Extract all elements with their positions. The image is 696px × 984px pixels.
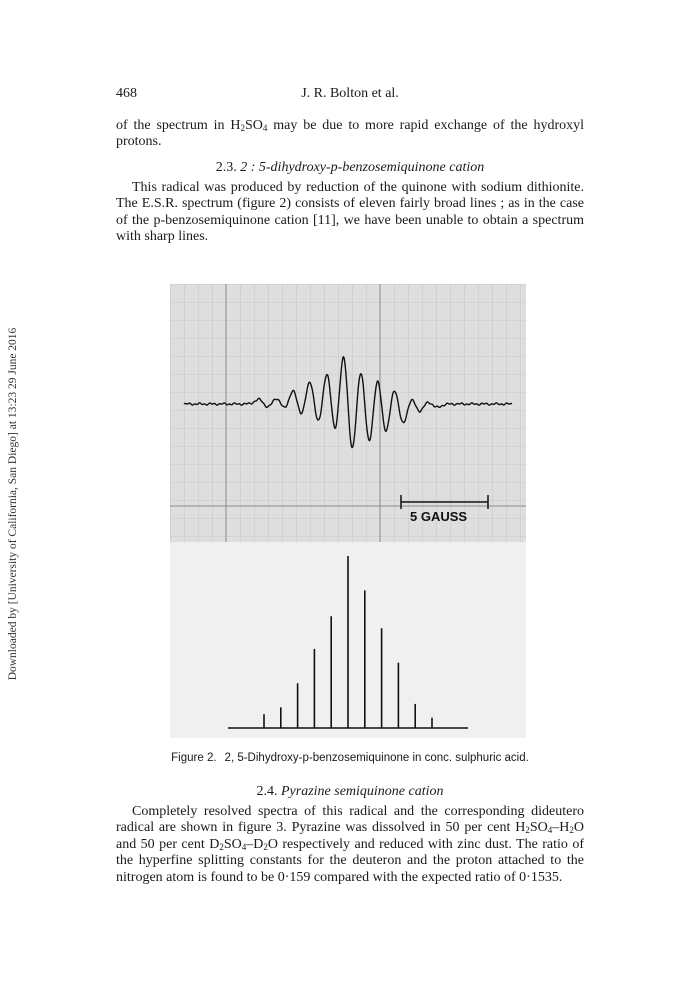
running-head: [116, 86, 584, 104]
figure-2: [170, 284, 526, 738]
figure-caption-label: Figure 2.: [171, 752, 217, 764]
paragraph-text: This radical was produced by reduction of the quinone with sodium dithionite. The E.S.R. spectrum (figure 2) consists of eleven fairly broad lines ; as in the case of the p-benzosemiquinone cation [11], we have been unable to obtain a spectrum with sharp lines.: [116, 180, 584, 245]
figure-caption: [116, 752, 584, 764]
download-watermark: [4, 284, 22, 724]
section-2-3-body: [116, 180, 584, 246]
section-number: 2.4.: [256, 784, 281, 799]
esr-spectrum-figure: [170, 284, 526, 738]
section-number: 2.3.: [215, 160, 241, 175]
page-number: 468: [116, 86, 137, 101]
paragraph-continuation: [116, 118, 584, 151]
section-heading-2-3: [116, 160, 584, 176]
figure-caption-text: 2, 5-Dihydroxy-p-benzosemiquinone in conc. sulphuric acid.: [224, 752, 529, 764]
section-2-4-body: [116, 804, 584, 886]
running-title: J. R. Bolton et al.: [301, 86, 399, 101]
section-title: 2 : 5-dihydroxy-p-benzosemiquinone cation: [240, 160, 485, 175]
section-heading-2-4: [116, 784, 584, 800]
download-watermark-text: Downloaded by [University of California, San Diego] at 13:23 29 June 2016: [7, 327, 19, 681]
paragraph-text: Completely resolved spectra of this radical and the corresponding dideutero radical are shown in figure 3. Pyrazine was dissolved in 50 per cent $H_2SO_4-H_2O$ and 50 per cent $D_2SO_4-D_2O$ respectively and reduced with zinc dust. The ratio of the hyperfine splitting constants for the deuteron and the proton attached to the nitrogen atom is found to be 0·159 compared with the expected ratio of 0·1535.: [116, 804, 584, 885]
section-title: Pyrazine semiquinone cation: [280, 784, 444, 799]
paragraph-text: of the spectrum in $H_2SO_4$ may be due to more rapid exchange of the hydroxyl protons.: [116, 118, 584, 150]
scale-bar-label: 5 GAUSS: [410, 509, 468, 524]
